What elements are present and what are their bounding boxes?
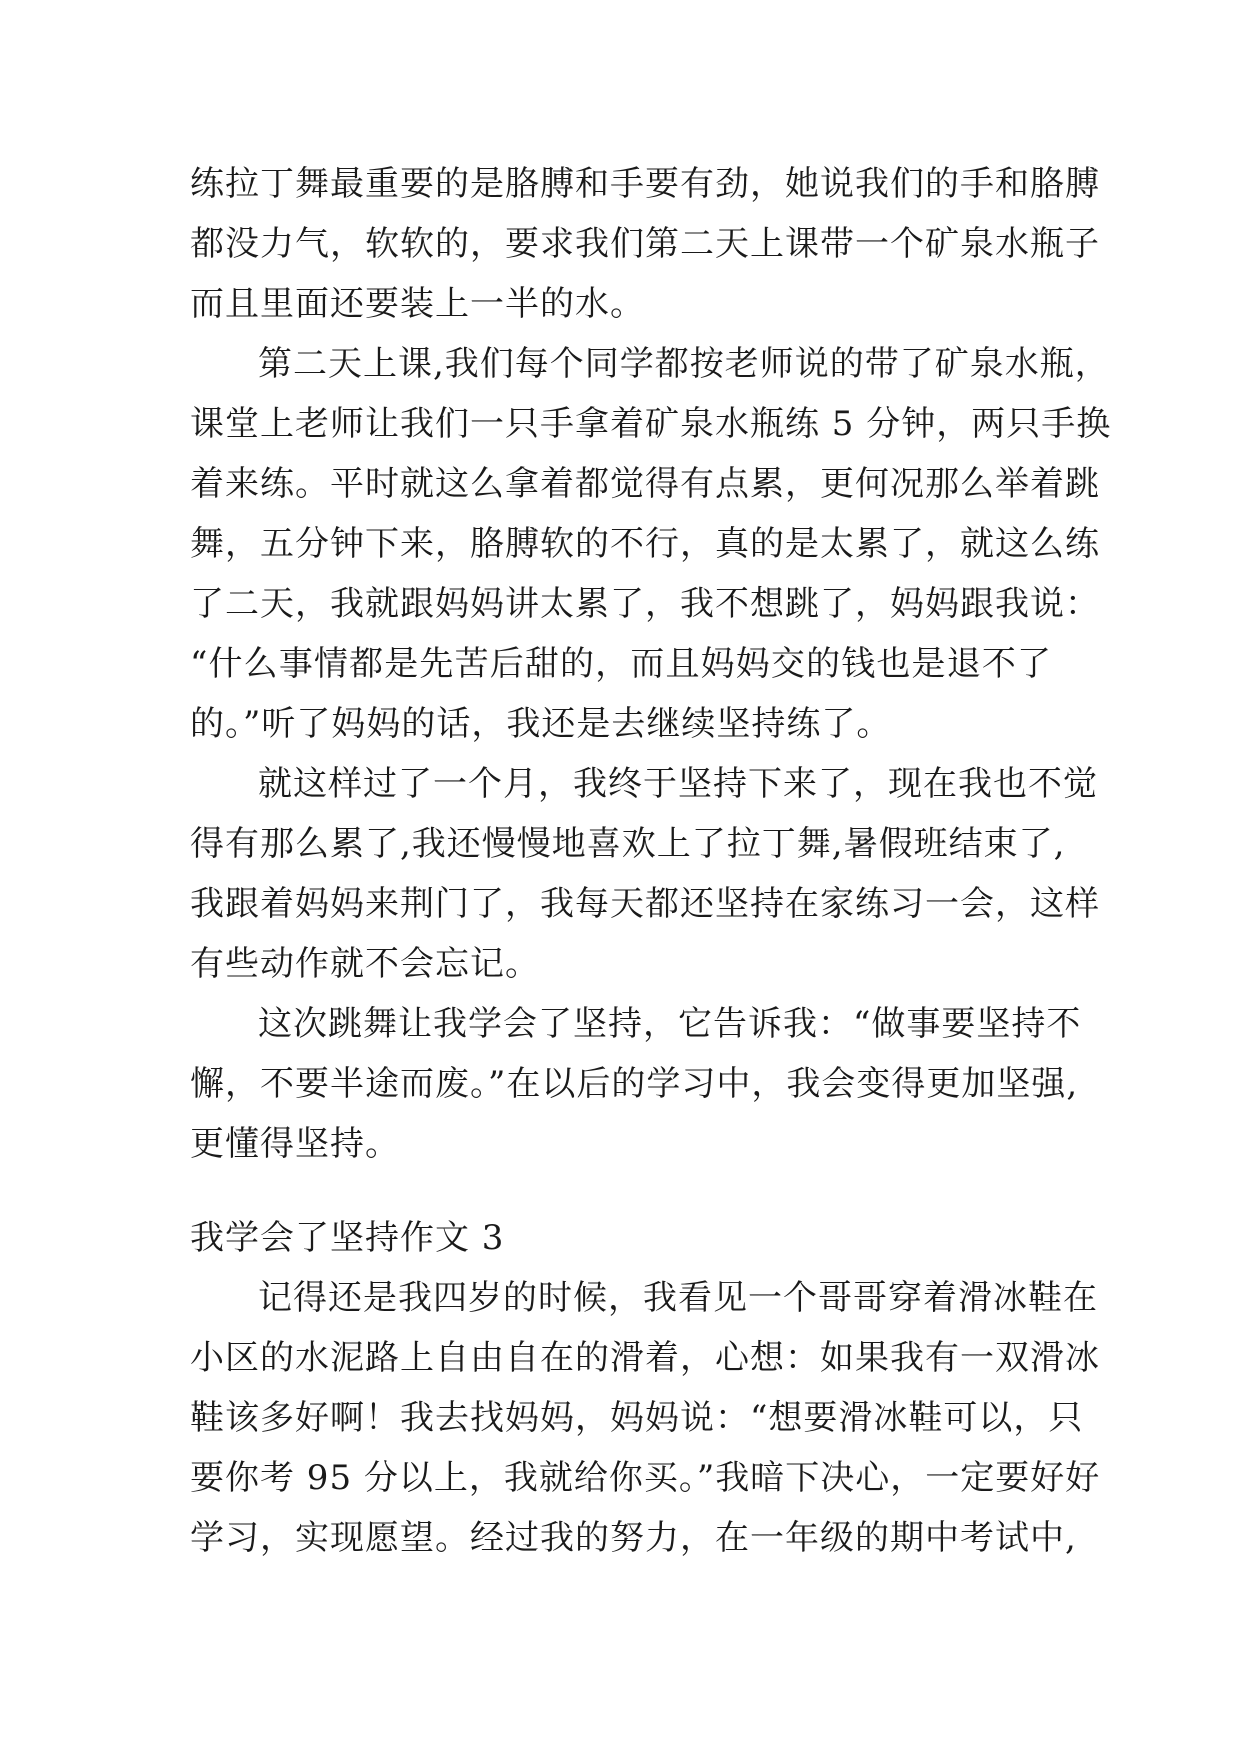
text-line: 小区的水泥路上自由自在的滑着，心想：如果我有一双滑冰 — [190, 1338, 1100, 1378]
text-line: 第二天上课,我们每个同学都按老师说的带了矿泉水瓶， — [258, 344, 1110, 384]
text-line: 着来练。平时就这么拿着都觉得有点累，更何况那么举着跳 — [190, 464, 1100, 504]
text-line: 了二天，我就跟妈妈讲太累了，我不想跳了，妈妈跟我说： — [190, 584, 1100, 624]
text-line: 的。”听了妈妈的话，我还是去继续坚持练了。 — [190, 704, 892, 744]
text-line: 记得还是我四岁的时候，我看见一个哥哥穿着滑冰鞋在 — [258, 1278, 1098, 1318]
text-line: 就这样过了一个月，我终于坚持下来了，现在我也不觉 — [258, 764, 1098, 804]
text-line: 练拉丁舞最重要的是胳膊和手要有劲，她说我们的手和胳膊 — [190, 164, 1100, 204]
essay-title: 我学会了坚持作文 3 — [190, 1218, 505, 1258]
text-line: 这次跳舞让我学会了坚持，它告诉我：“做事要坚持不 — [258, 1004, 1082, 1044]
text-line: 都没力气，软软的，要求我们第二天上课带一个矿泉水瓶子 — [190, 224, 1100, 264]
text-line: 学习，实现愿望。经过我的努力，在一年级的期中考试中, — [190, 1518, 1077, 1558]
essay-section-2-body — [190, 154, 1112, 1174]
text-line: 更懂得坚持。 — [190, 1124, 400, 1164]
text-line: 课堂上老师让我们一只手拿着矿泉水瓶练 5 分钟，两只手换 — [190, 404, 1112, 444]
text-line: 而且里面还要装上一半的水。 — [190, 284, 645, 324]
text-line: 我跟着妈妈来荆门了，我每天都还坚持在家练习一会，这样 — [190, 884, 1100, 924]
text-line: 得有那么累了,我还慢慢地喜欢上了拉丁舞,暑假班结束了, — [190, 824, 1066, 864]
essay-section-3 — [190, 1208, 1101, 1568]
text-line: “什么事情都是先苦后甜的，而且妈妈交的钱也是退不了 — [190, 644, 1052, 684]
text-line: 有些动作就不会忘记。 — [190, 944, 540, 984]
text-line: 懈，不要半途而废。”在以后的学习中，我会变得更加坚强, — [190, 1064, 1079, 1104]
text-line: 鞋该多好啊！我去找妈妈，妈妈说：“想要滑冰鞋可以，只 — [190, 1398, 1084, 1438]
text-line: 舞，五分钟下来，胳膊软的不行，真的是太累了，就这么练 — [190, 524, 1100, 564]
text-line: 要你考 95 分以上，我就给你买。”我暗下决心，一定要好好 — [190, 1458, 1101, 1498]
